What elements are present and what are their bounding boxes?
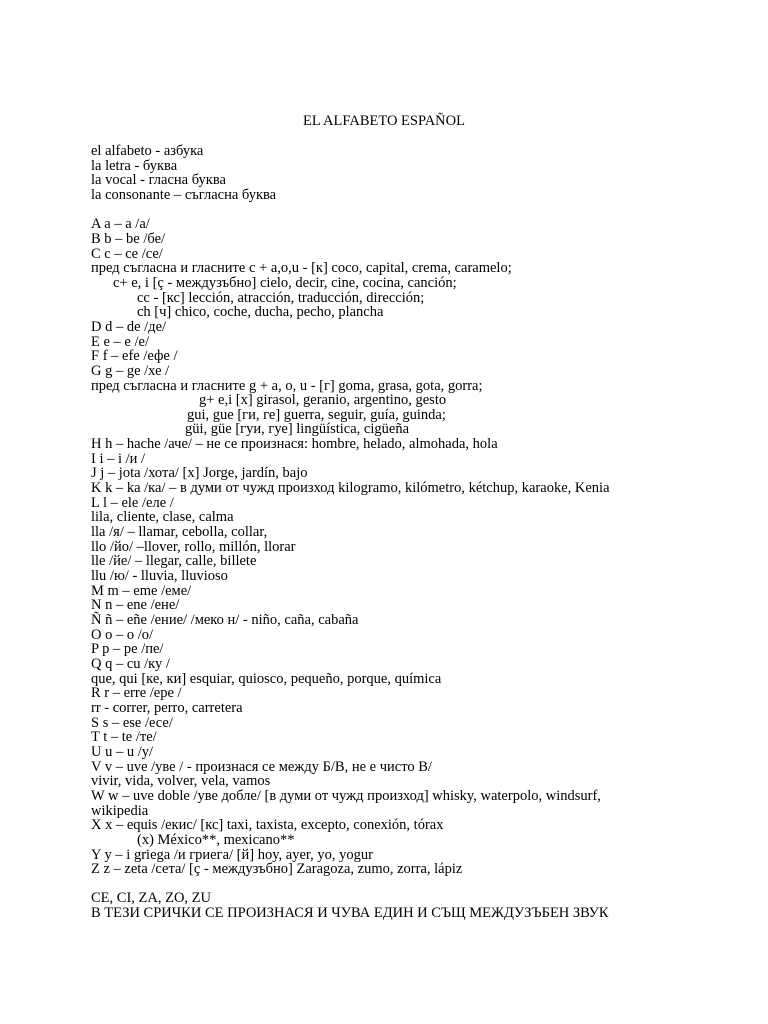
letter-note-line: vivir, vida, volver, vela, vamos (91, 773, 271, 790)
letter-line: C c – ce /се/ (91, 245, 163, 262)
letter-note-line: пред съгласна и гласните c + a,o,u - [к] coco, capital, crema, caramelo; (91, 260, 512, 277)
letter-line: Ñ ñ – eñe /ение/ /меко н/ - niño, caña, cabaña (91, 612, 359, 628)
letter-line: V v – uve /уве / - произнася се между Б/В, не е чисто В/ (91, 758, 432, 775)
letter-line: B b – be /бе/ (91, 230, 166, 247)
letter-line: G g – ge /хе / (91, 362, 170, 379)
letter-note-line: rr - correr, perro, carretera (91, 699, 243, 716)
letter-note-line: wikipedia (91, 802, 149, 819)
letter-line: K k – ka /ка/ – в думи от чужд произход kilogramo, kilómetro, kétchup, karaoke, Kenia (91, 480, 610, 497)
letter-line: D d – de /де/ (91, 318, 167, 335)
letter-note-line: güi, güe [гуи, гуе] lingüística, cigüeña (185, 421, 410, 438)
letter-line: J j – jota /хота/ [х] Jorge, jardín, bajo (91, 465, 308, 482)
letter-line: P p – pe /пе/ (91, 641, 164, 658)
letter-line: Q q – cu /ку / (91, 655, 170, 672)
letter-line: Z z – zeta /сета/ [ç - междузъбно] Zaragoza, zumo, zorra, lápiz (91, 861, 463, 878)
letter-line: F f – efe /ефе / (91, 348, 178, 365)
letter-line: H h – hache /аче/ – не се произнася: hombre, helado, almohada, hola (91, 436, 498, 453)
vocab-line: la letra - буква (91, 157, 178, 174)
letter-line: L l – ele /еле / (91, 494, 174, 511)
letter-note-line: lla /я/ – llamar, cebolla, collar, (91, 524, 268, 541)
vocab-line: la consonante – съгласна буква (91, 186, 277, 203)
vocab-line: el alfabeto - азбука (91, 143, 204, 159)
letter-note-line: (x) México**, mexicano** (137, 831, 295, 848)
footer-line: CE, CI, ZA, ZO, ZU (91, 890, 212, 907)
letter-note-line: gui, gue [ги, ге] guerra, seguir, guía, guinda; (187, 406, 446, 423)
letter-note-line: cc - [кс] lección, atracción, traducción, dirección; (137, 289, 425, 306)
letter-line: O o – o /о/ (91, 626, 154, 643)
letter-line: I i – i /и / (91, 450, 146, 467)
page-title: EL ALFABETO ESPAÑOL (303, 113, 465, 129)
letter-note-line: c+ e, i [ç - междузъбно] cielo, decir, cine, cocina, canción; (113, 274, 457, 291)
letter-line: W w – uve doble /уве добле/ [в думи от чужд произход] whisky, waterpolo, windsurf, (91, 787, 601, 804)
vocab-line: la vocal - гласна буква (91, 172, 226, 189)
letter-note-line: que, qui [ке, ки] esquiar, quiosco, pequeño, porque, química (91, 670, 442, 687)
spacer (91, 877, 751, 892)
footer-line: В ТЕЗИ СРИЧКИ СЕ ПРОИЗНАСЯ И ЧУВА ЕДИН И СЪЩ МЕЖДУЗЪБЕН ЗВУК (91, 905, 609, 922)
document-body (91, 144, 751, 921)
spacer (91, 203, 751, 218)
letter-note-line: llo /йо/ –llover, rollo, millón, llorar (91, 538, 296, 555)
letter-note-line: lila, cliente, clase, calma (91, 509, 234, 526)
letter-line: E e – e /е/ (91, 333, 149, 350)
letter-line: M m – eme /еме/ (91, 582, 192, 599)
letter-note-line: llu /ю/ - lluvia, lluvioso (91, 568, 228, 585)
letter-line: X x – equis /екис/ [кс] taxi, taxista, excepto, conexión, tórax (91, 817, 444, 834)
letter-line: U u – u /у/ (91, 743, 154, 760)
letter-line: N n – ene /ене/ (91, 597, 180, 614)
letter-note-line: lle /йе/ – llegar, calle, billete (91, 553, 257, 570)
letter-note-line: пред съгласна и гласните g + a, o, u - [г] goma, grasa, gota, gorra; (91, 377, 483, 394)
letter-line: Y y – i griega /и гриега/ [й] hoy, ayer, yo, yogur (91, 846, 373, 863)
letter-note-line: ch [ч] chico, coche, ducha, pecho, plancha (137, 304, 384, 321)
letter-line: S s – ese /есе/ (91, 714, 173, 731)
letter-line: R r – erre /ере / (91, 685, 182, 702)
letter-line: T t – te /те/ (91, 729, 157, 746)
letter-line: A a – a /a/ (91, 216, 150, 233)
letter-note-line: g+ e,i [х] girasol, geranio, argentino, gesto (199, 392, 447, 409)
